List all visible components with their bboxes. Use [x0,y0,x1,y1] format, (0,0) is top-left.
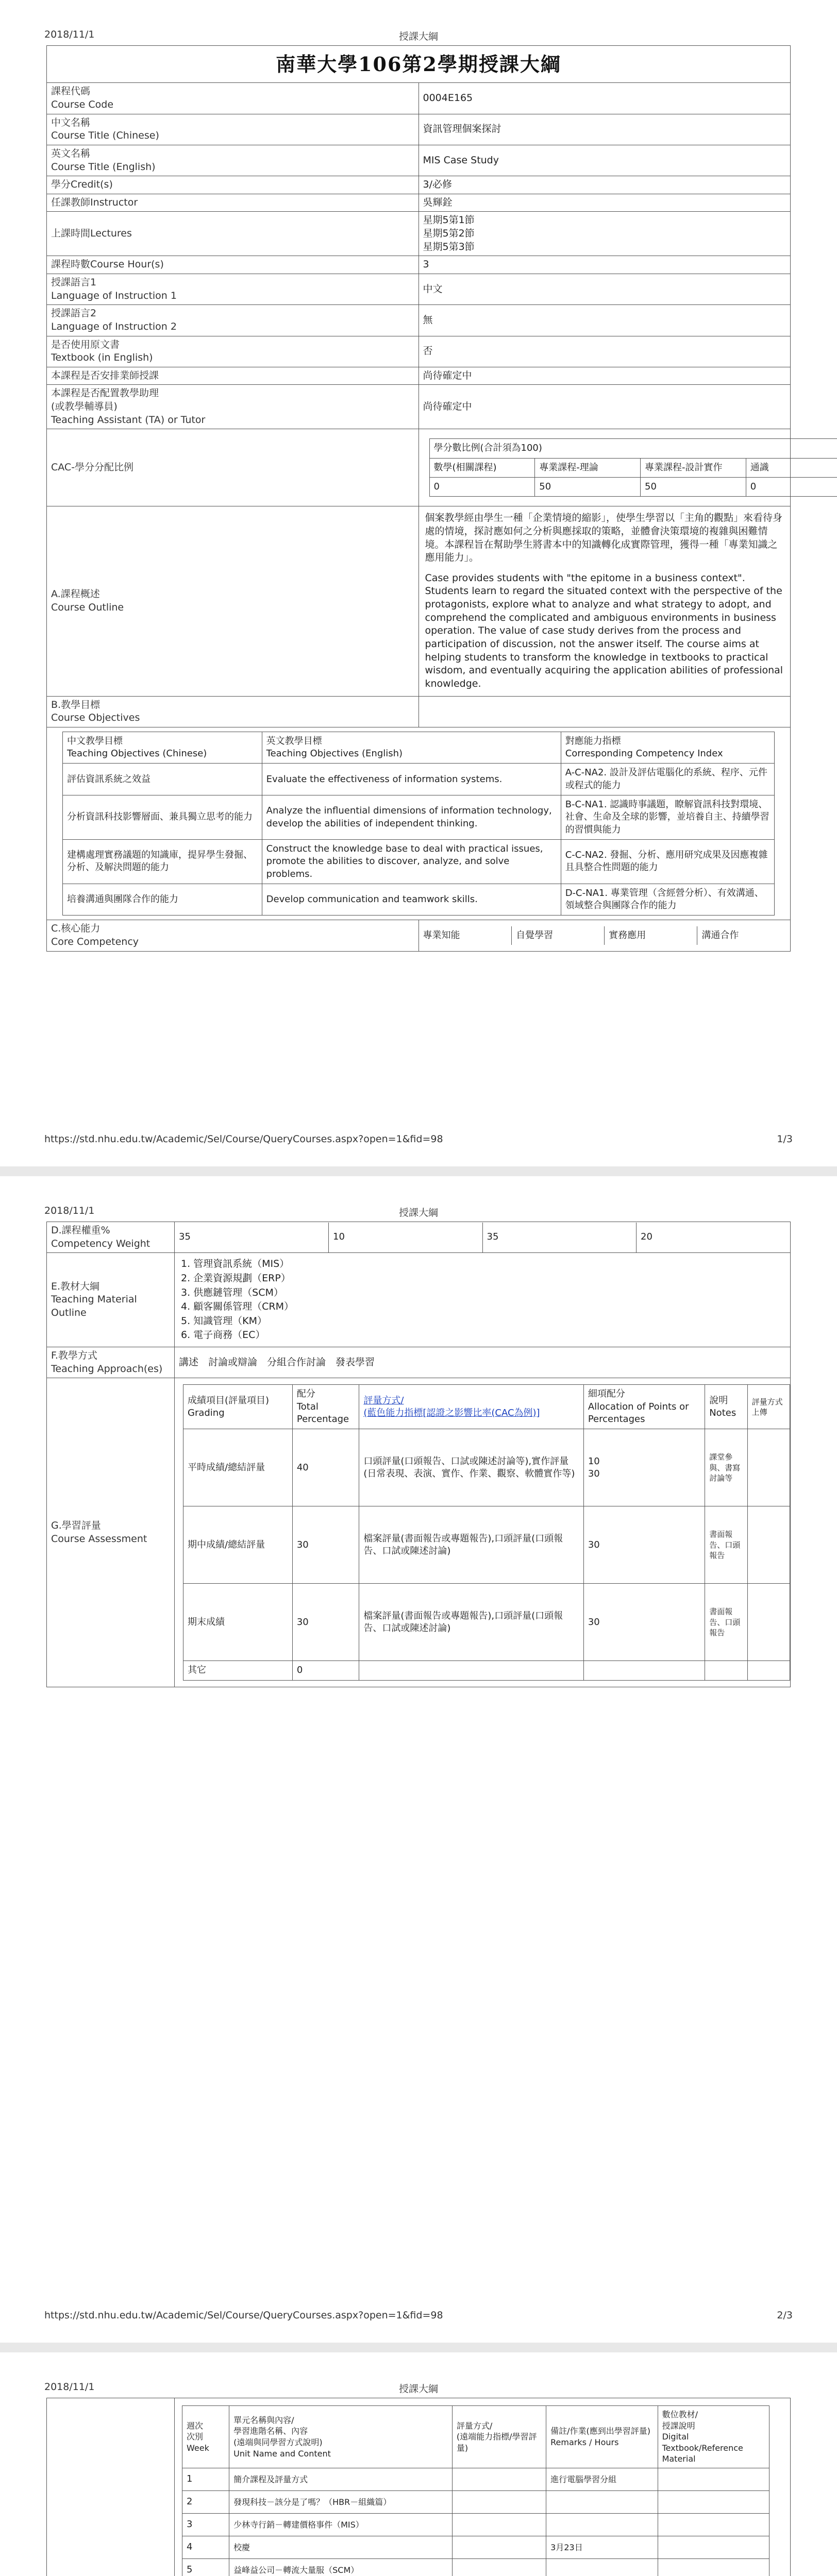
objective-cell: Construct the knowledge base to deal with practical issues, promote the abilities to discover, analyze, and solve problems. [262,839,561,884]
assessment-pct: 30 [292,1584,359,1661]
assessment-item: 期末成績 [183,1584,293,1661]
info-label: 授課語言1 Language of Instruction 1 [47,274,419,304]
print-footer [44,2310,793,2322]
print-title: 授課大綱 [398,1207,438,1218]
info-value: 尚待確定中 [418,385,791,429]
assessment-alloc: 10 30 [583,1429,705,1506]
assessment-item: 其它 [183,1661,293,1680]
syllabus-section-2 [46,1222,791,1687]
weight-value: 35 [175,1223,329,1252]
progress-remark: 進行電腦學習分組 [546,2468,658,2490]
weight-value: 20 [637,1223,791,1252]
info-value: 否 [418,336,791,367]
assessment-notes [705,1661,747,1680]
objective-cell: Develop communication and teamwork skills. [262,884,561,916]
print-date: 2018/11/1 [44,1205,95,1216]
assessment-notes: 書面報告、口頭報告 [705,1506,747,1584]
core-item: 實務應用 [605,926,697,945]
info-value: 尚待確定中 [418,367,791,385]
assessment-table [183,1384,790,1680]
material-list [181,1257,784,1343]
progress-remark [546,2490,658,2513]
progress-assessment [452,2490,546,2513]
assessment-header: 說明 Notes [705,1385,747,1429]
approach-label: F.教學方式 Teaching Approach(es) [47,1347,175,1378]
print-url: https://std.nhu.edu.tw/Academic/Sel/Course/QueryCourses.aspx?open=1&fid=98 [44,2310,443,2321]
objective-cell: D-C-NA1. 專業管理（含經營分析）、有效溝通、領域整合與團隊合作的能力 [561,884,774,916]
outline-label: A.課程概述 Course Outline [47,506,419,696]
print-header [44,1205,793,1217]
assessment-alloc: 30 [583,1506,705,1584]
progress-material [658,2536,769,2558]
progress-unit: 發現科技－該分是了嗎？（HBR－組織篇） [229,2490,453,2513]
info-value: 無 [418,305,791,336]
info-value: 中文 [418,274,791,304]
assessment-alloc [583,1661,705,1680]
objectives-table [62,732,775,916]
info-label: 授課語言2 Language of Instruction 2 [47,305,419,336]
info-label: 上課時間Lectures [47,212,419,256]
objective-row [63,764,775,795]
progress-header: 數位教材/ 授課說明 Digital Textbook/Reference Material [658,2406,769,2468]
info-row [47,83,791,114]
cac-header-theory: 專業課程-理論 [535,458,641,477]
progress-row [182,2468,769,2490]
info-label: 中文名稱 Course Title (Chinese) [47,114,419,145]
progress-row [182,2490,769,2513]
info-label: 課程時數Course Hour(s) [47,256,419,274]
info-label: 是否使用原文書 Textbook (in English) [47,336,419,367]
objectives-header-zh: 中文教學目標 Teaching Objectives (Chinese) [63,732,262,764]
objectives-header-en: 英文教學目標 Teaching Objectives (English) [262,732,561,764]
material-label: E.教材大綱 Teaching Material Outline [47,1253,175,1347]
progress-row [182,2536,769,2558]
syllabus-table-3 [46,2398,791,2576]
objective-row [63,839,775,884]
material-item: 6. 電子商務（EC） [181,1329,265,1341]
print-footer [44,1133,793,1146]
weight-value: 35 [482,1223,637,1252]
page-number: 1/3 [777,1133,793,1145]
assessment-upload [747,1506,790,1584]
info-row [47,256,791,274]
progress-header: 週次 次別 Week [182,2406,229,2468]
approach-value: 講述 討論或辯論 分組合作討論 發表學習 [175,1347,791,1378]
objective-cell: C-C-NA2. 發掘、分析、應用研究成果及因應複雜且具整合性問題的能力 [561,839,774,884]
progress-header: 單元名稱與內容/ 學習進階名稱、內容 (遠端與同學習方式說明) Unit Name and Content [229,2406,453,2468]
progress-material [658,2490,769,2513]
progress-header: 備註/作業(應到出學習評量) Remarks / Hours [546,2406,658,2468]
progress-unit: 簡介課程及評量方式 [229,2468,453,2490]
cac-header-design: 專業課程-設計實作 [641,458,746,477]
progress-unit: 校慶 [229,2536,453,2558]
assessment-label: G.學習評量 Course Assessment [47,1378,175,1687]
objective-cell: B-C-NA1. 認識時事議題，瞭解資訊科技對環境、社會、生命及全球的影響，並培養自主、持續學習的習慣與能力 [561,795,774,840]
assessment-header: 細項配分 Allocation of Points or Percentages [583,1385,705,1429]
cac-value-general: 0 [746,477,837,496]
info-row [47,145,791,176]
assessment-row [183,1584,790,1661]
info-row [47,194,791,212]
info-label: 英文名稱 Course Title (English) [47,145,419,176]
core-item: 溝通合作 [697,926,790,945]
material-item: 5. 知識管理（KM） [181,1315,267,1327]
objective-cell: 分析資訊科技影響層面、兼具獨立思考的能力 [63,795,262,840]
syllabus-section-1 [46,45,791,952]
objective-cell: 評估資訊系統之效益 [63,764,262,795]
syllabus-table-1 [46,45,791,952]
progress-unit: 益峰益公司－轉流大量服（SCM） [229,2558,453,2576]
progress-material [658,2513,769,2536]
cac-value-math: 0 [429,477,535,496]
material-item: 4. 顧客關係管理（CRM） [181,1301,294,1313]
outline-english: Case provides students with "the epitome in a business context". Students learn to regard the situated context with the perspective of the protagonists, explore what to analyze and what strategy to adopt, and comprehend the complicated and ambiguous environments in business operation. The value of case study derives from the process and participation of discussion, not the answer itself. The course aims at helping students to transform the knowledge in textbooks to practical wisdom, and eventually acquiring the application abilities of professional knowledge. [425,572,783,689]
cac-table [429,438,837,497]
assessment-header: 配分 Total Percentage [292,1385,359,1429]
progress-label [47,2398,175,2576]
progress-assessment [452,2536,546,2558]
info-row [47,367,791,385]
assessment-method [359,1661,584,1680]
assessment-method: 檔案評量(書面報告或專題報告),口頭評量(口頭報告、口試或陳述討論) [359,1584,584,1661]
print-title: 授課大綱 [398,2383,438,2395]
print-title: 授課大綱 [398,31,438,42]
print-url: https://std.nhu.edu.tw/Academic/Sel/Course/QueryCourses.aspx?open=1&fid=98 [44,1133,443,1145]
assessment-row [183,1506,790,1584]
assessment-rows [183,1429,790,1680]
info-value: MIS Case Study [418,145,791,176]
assessment-pct: 30 [292,1506,359,1584]
assessment-upload [747,1584,790,1661]
objective-cell: Analyze the influential dimensions of information technology, develop the abilities of independent thinking. [262,795,561,840]
info-label: 課程代碼 Course Code [47,83,419,114]
assessment-notes: 書面報告、口頭報告 [705,1584,747,1661]
print-date: 2018/11/1 [44,29,95,40]
cac-header-general: 通識 [746,458,837,477]
progress-week: 1 [182,2468,229,2490]
info-value: 星期5第1節 星期5第2節 星期5第3節 [418,212,791,256]
info-label: 本課程是否配置教學助理 (或教學輔導員) Teaching Assistant (TA) or Tutor [47,385,419,429]
basic-info-rows [47,83,791,429]
info-row [47,212,791,256]
info-label: 本課程是否安排業師授課 [47,367,419,385]
progress-material [658,2468,769,2490]
info-row [47,385,791,429]
info-label: 學分Credit(s) [47,176,419,194]
assessment-upload [747,1661,790,1680]
assessment-notes: 課堂參與、書寫討論等 [705,1429,747,1506]
objectives-label: B.教學目標 Course Objectives [47,696,419,727]
material-item: 2. 企業資源規劃（ERP） [181,1272,291,1284]
page-3 [0,2352,837,2576]
progress-week: 3 [182,2513,229,2536]
objective-cell: 培養溝通與團隊合作的能力 [63,884,262,916]
cac-label: CAC-學分分配比例 [47,429,419,506]
progress-week: 2 [182,2490,229,2513]
objective-row [63,884,775,916]
assessment-row [183,1429,790,1506]
info-label: 任課教師Instructor [47,194,419,212]
objective-cell: A-C-NA2. 設計及評估電腦化的系統、程序、元件或程式的能力 [561,764,774,795]
objective-cell: Evaluate the effectiveness of information systems. [262,764,561,795]
info-row [47,114,791,145]
progress-assessment [452,2468,546,2490]
info-value: 0004E165 [418,83,791,114]
material-item: 1. 管理資訊系統（MIS） [181,1258,290,1270]
info-value: 吳輝銓 [418,194,791,212]
info-row [47,305,791,336]
assessment-upload [747,1429,790,1506]
assessment-method: 檔案評量(書面報告或專題報告),口頭評量(口頭報告、口試或陳述討論) [359,1506,584,1584]
assessment-row [183,1661,790,1680]
progress-remark [546,2513,658,2536]
progress-week: 4 [182,2536,229,2558]
assessment-item: 期中成績/總結評量 [183,1506,293,1584]
assessment-pct: 40 [292,1429,359,1506]
progress-assessment [452,2558,546,2576]
info-row [47,336,791,367]
page-2 [0,1176,837,2343]
material-item: 3. 供應鏈管理（SCM） [181,1286,283,1298]
core-item: 專業知能 [419,926,512,945]
assessment-header: 評量方式上傳 [747,1385,790,1429]
progress-remark: 3月23日 [546,2536,658,2558]
weight-table [175,1223,790,1252]
assessment-pct: 0 [292,1661,359,1680]
info-row [47,176,791,194]
progress-table [182,2405,769,2576]
print-date: 2018/11/1 [44,2381,95,2393]
page-number: 2/3 [777,2310,793,2321]
cac-caption: 學分數比例(合計須為100) [429,439,837,458]
objective-cell: 建構處理實務議題的知識庫，提昇學生發掘、分析、及解決問題的能力 [63,839,262,884]
syllabus-title: 南華大學106第2學期授課大綱 [47,46,791,83]
progress-row [182,2513,769,2536]
info-value: 3/必修 [418,176,791,194]
assessment-method: 口頭評量(口頭報告、口試或陳述討論等),實作評量(日常表現、表演、實作、作業、觀察、軟體實作等) [359,1429,584,1506]
info-value: 3 [418,256,791,274]
page-1 [0,0,837,1166]
cac-value-theory: 50 [535,477,641,496]
weight-value: 10 [329,1223,483,1252]
progress-row [182,2558,769,2576]
outline-chinese: 個案教學經由學生一種「企業情境的縮影」，使學生學習以「主角的觀點」來看待身處的情境，探討應如何之分析與應採取的策略，並體會決策環境的複雜與困難情境。本課程旨在幫助學生將書本中的知識轉化成實際管理，獲得一種「專業知識之應用能力」。 [425,512,783,564]
progress-header: 評量方式/ (遠端能力指標/學習評量) [452,2406,546,2468]
assessment-header: 評量方式/ (藍色能力指標[認證之影響比率(CAC為例)] [359,1385,584,1429]
syllabus-table-2 [46,1222,791,1687]
info-value: 資訊管理個案探討 [418,114,791,145]
progress-assessment [452,2513,546,2536]
assessment-header: 成績項目(評量項目) Grading [183,1385,293,1429]
objective-rows [63,764,775,916]
progress-remark [546,2558,658,2576]
core-label: C.核心能力 Core Competency [47,920,419,951]
cac-value-design: 50 [641,477,746,496]
progress-unit: 少林寺行銷－轉建價格事件（MIS） [229,2513,453,2536]
progress-rows [182,2468,769,2576]
objectives-header-index: 對應能力指標 Corresponding Competency Index [561,732,774,764]
assessment-item: 平時成績/總結評量 [183,1429,293,1506]
syllabus-section-3 [46,2398,791,2576]
info-row [47,274,791,304]
cac-header-math: 數學(相關課程) [429,458,535,477]
print-header [44,29,793,41]
weight-label: D.課程權重% Competency Weight [47,1222,175,1253]
objective-row [63,795,775,840]
progress-week: 5 [182,2558,229,2576]
assessment-alloc: 30 [583,1584,705,1661]
core-item: 自覺學習 [512,926,605,945]
progress-material [658,2558,769,2576]
core-table [419,926,791,945]
print-header [44,2381,793,2394]
